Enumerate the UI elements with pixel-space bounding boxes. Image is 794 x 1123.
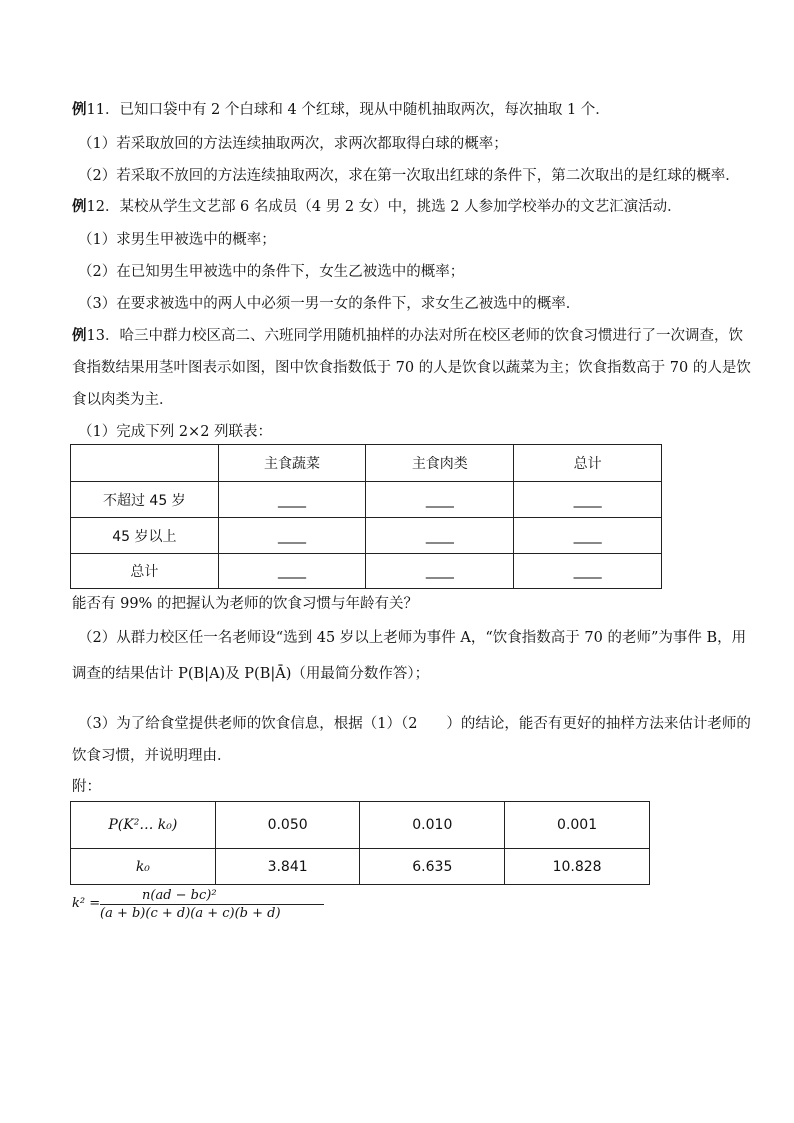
table-cell: 0.050 (215, 802, 360, 849)
table-header-cell: 主食蔬菜 (218, 445, 366, 482)
table-row (71, 482, 662, 518)
table-cell-blank[interactable]: ____ (366, 554, 514, 589)
table-cell-blank[interactable]: ____ (514, 482, 662, 518)
table-cell-blank[interactable]: ____ (218, 518, 366, 554)
ex13-q3-line1: （3）为了给食堂提供老师的饮食信息，根据（1）（2 ）的结论，能否有更好的抽样方法来估计老师的 (78, 716, 751, 732)
formula-denominator: (a + b)(c + d)(a + c)(b + d) (100, 906, 281, 921)
contingency-table (70, 444, 662, 589)
table-cell: 10.828 (505, 849, 650, 885)
table-row-label: P(K²… k₀) (71, 802, 216, 849)
ex13-q2-line2: 调查的结果估计 P(B|A)及 P(B|Ā)（用最简分数作答）； (72, 666, 430, 682)
table-row (71, 849, 650, 885)
table-row (71, 554, 662, 589)
table-header-cell: 总计 (514, 445, 662, 482)
ex13-line2: 食指数结果用茎叶图表示如图，图中饮食指数低于 70 的人是饮食以蔬菜为主；饮食指数高于 70 的人是饮 (72, 360, 751, 376)
formula-lhs: k² = (72, 896, 101, 911)
ex13-question: 能否有 99% 的把握认为老师的饮食习惯与年龄有关？ (72, 596, 418, 612)
ex12-text: 12．某校从学生文艺部 6 名成员（4 男 2 女）中，挑选 2 人参加学校举办的文艺汇演活动． (86, 199, 682, 215)
table-header-cell: 主食肉类 (366, 445, 514, 482)
table-row (71, 802, 650, 849)
ex13-q2-line1: （2）从群力校区任一名老师设“选到 45 岁以上老师为事件 A，“饮食指数高于 70 的老师”为事件 B，用 (78, 630, 747, 646)
table-cell-blank[interactable]: ____ (366, 482, 514, 518)
ex13-q1: （1）完成下列 2×2 列联表： (78, 424, 273, 440)
table-row (71, 518, 662, 554)
table-cell: 0.010 (360, 802, 505, 849)
table-row-label: k₀ (71, 849, 216, 885)
appendix-label: 附： (72, 779, 101, 795)
table-cell-blank[interactable]: ____ (514, 518, 662, 554)
table-cell: 0.001 (505, 802, 650, 849)
table-cell-blank[interactable]: ____ (514, 554, 662, 589)
ex13-label: 例 (72, 327, 87, 344)
table-cell-blank[interactable]: ____ (218, 482, 366, 518)
ex11-label: 例 (72, 101, 87, 118)
ex13-line3: 食以肉类为主． (72, 392, 174, 408)
table-cell-blank[interactable]: ____ (218, 554, 366, 589)
ex11-q2: （2）若采取不放回的方法连续抽取两次，求在第一次取出红球的条件下，第二次取出的是红球的概率． (78, 168, 740, 184)
formula-numerator: n(ad − bc)² (142, 888, 217, 903)
ex11-title (72, 100, 732, 120)
ex12-q2: （2）在已知男生甲被选中的条件下，女生乙被选中的概率； (78, 264, 465, 280)
ex13-line1 (72, 326, 743, 346)
ex12-label: 例 (72, 198, 87, 215)
table-cell-blank[interactable]: ____ (366, 518, 514, 554)
ex11-q1: （1）若采取放回的方法连续抽取两次，求两次都取得白球的概率； (78, 136, 508, 152)
ex13-q3-line2: 饮食习惯，并说明理由． (72, 748, 232, 764)
ex12-q3: （3）在要求被选中的两人中必须一男一女的条件下，求女生乙被选中的概率． (78, 296, 581, 312)
table-header-row (71, 445, 662, 482)
ex11-text: 11．已知口袋中有 2 个白球和 4 个红球，现从中随机抽取两次，每次抽取 1 个． (86, 102, 610, 118)
table-cell: 6.635 (360, 849, 505, 885)
table-row-label: 总计 (71, 554, 219, 589)
table-row-label: 45 岁以上 (71, 518, 219, 554)
table-row-label: 不超过 45 岁 (71, 482, 219, 518)
critical-value-table (70, 801, 650, 885)
ex12-q1: （1）求男生甲被选中的概率； (78, 232, 276, 248)
ex13-text1: 13．哈三中群力校区高二、六班同学用随机抽样的办法对所在校区老师的饮食习惯进行了一次调查，饮 (86, 328, 743, 344)
table-cell: 3.841 (215, 849, 360, 885)
fraction-bar (100, 904, 324, 905)
table-header-cell (71, 445, 219, 482)
ex12-title (72, 197, 732, 217)
